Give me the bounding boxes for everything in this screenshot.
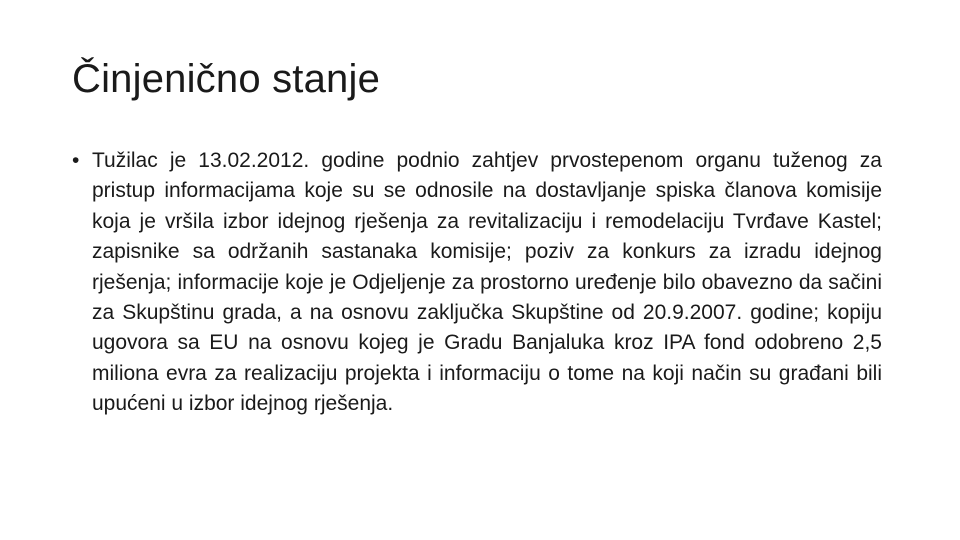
- bullet-marker: •: [72, 149, 80, 172]
- slide-body: [72, 146, 882, 420]
- bullet-item: [72, 146, 882, 420]
- slide-title: Činjenično stanje: [72, 57, 381, 101]
- bullet-text: Tužilac je 13.02.2012. godine podnio zahtjev prvostepenom organu tuženog za pristup informacijama koje su se odnosile na dostavljanje spiska članova komisije koja je vršila izbor idejnog rješenja za revitalizaciju i remodelaciju Tvrđave Kastel; zapisnike sa održanih sastanaka komisije; poziv za konkurs za izradu idejnog rješenja; informacije koje je Odjeljenje za prostorno uređenje bilo obavezno da sačini za Skupštinu grada, a na osnovu zaključka Skupštine od 20.9.2007. godine; kopiju ugovora sa EU na osnovu kojeg je Gradu Banjaluka kroz IPA fond odobreno 2,5 miliona evra za realizaciju projekta i informaciju o tome na koji način su građani bili upućeni u izbor idejnog rješenja.: [92, 149, 882, 416]
